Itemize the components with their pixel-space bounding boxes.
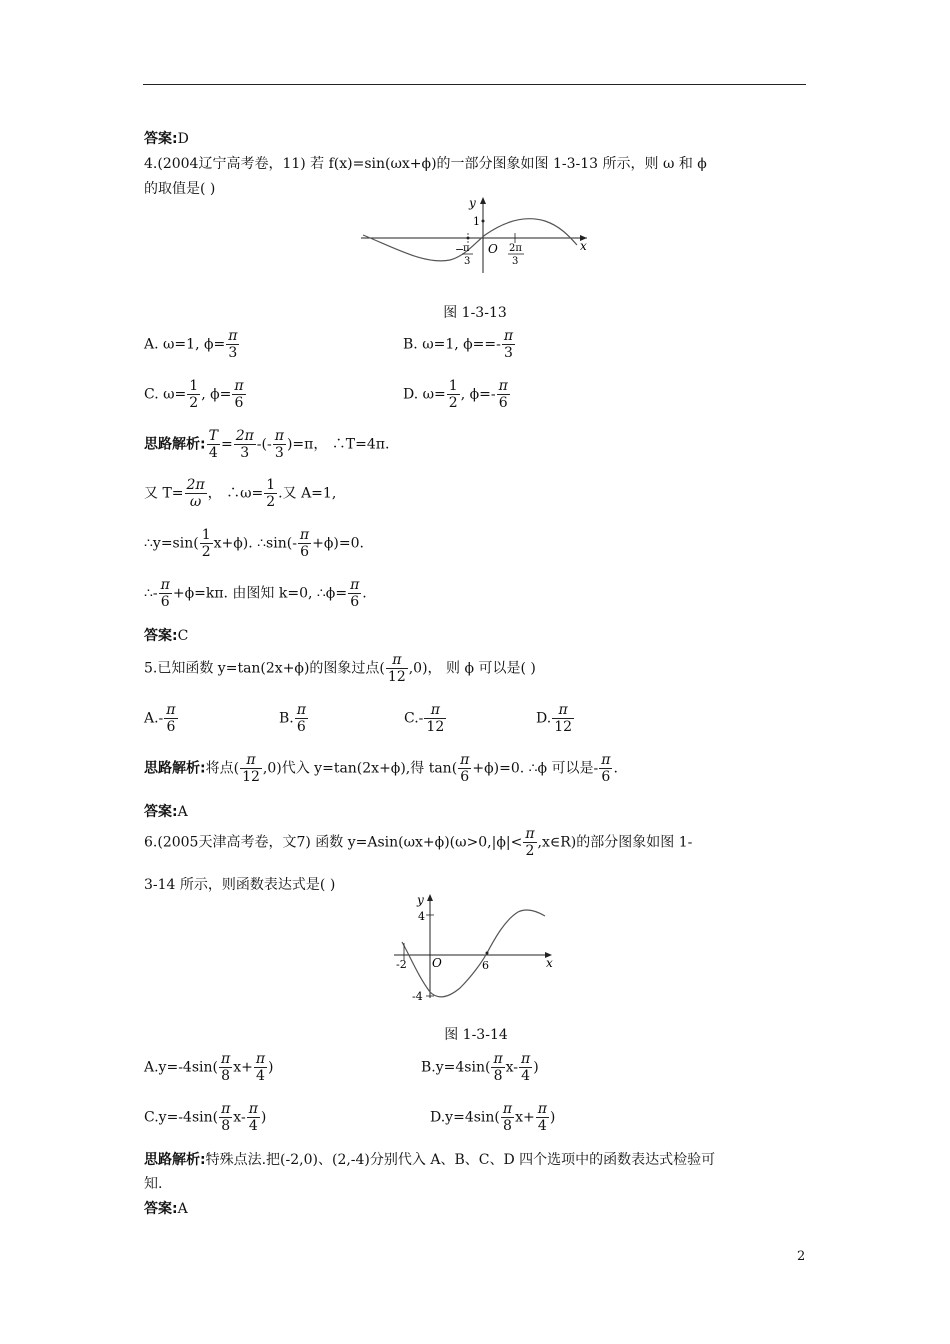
fraction: $\frac{\pi}{8}$ [221,1101,231,1135]
page-number: 2 [797,1249,806,1264]
fraction: $\frac{\pi}{6}$ [166,702,176,736]
q3-answer: D [177,131,189,147]
option-b-text: B. ω=1, ϕ==- [403,336,501,353]
q3-answer-line [144,128,189,148]
q5-option-c: C.- $\frac{\pi}{12}$ [404,702,445,736]
q6-answer-line [144,1198,188,1218]
answer-label: 答案: [144,1201,178,1217]
fraction: $\frac{\pi}{4}$ [255,1051,266,1085]
q4-figure-caption: 图 1-3-13 [443,305,507,321]
y-label: y [417,893,424,907]
q6-option-a: A.y=-4sin( $\frac{\pi}{8}$ x+ $\frac{\pi}{4}$ ) [144,1051,274,1085]
q4-answer: C [177,628,189,644]
fraction: $\frac{\pi}{3}$ [274,428,284,462]
x-label: x [546,956,553,970]
q6-figure-graph [390,890,562,1002]
fraction: $\frac{\pi}{4}$ [537,1101,547,1135]
fraction: $\frac{\pi}{4}$ [248,1101,258,1135]
neg-pi-num: π [463,243,470,254]
q4-figure-graph [355,193,595,275]
neg-four-label: -4 [412,990,423,1002]
fraction: $\frac{1}{2}$ [448,378,458,412]
q5-option-d: D. $\frac{\pi}{12}$ [536,702,573,736]
fraction: $\frac{\pi}{6}$ [498,378,508,412]
one-label: 1 [473,215,480,228]
fraction: $\frac{\pi}{6}$ [460,752,470,786]
fraction: $\frac{\pi}{8}$ [502,1101,513,1135]
point-neg-pi3 [467,237,470,240]
origin-label: O [432,956,442,970]
fraction: $\frac{1}{2}$ [266,477,276,511]
q6-analysis-line2: 知. [144,1176,163,1192]
option-a-text: A. ω=1, ϕ= [144,336,226,353]
q6-option-d: D.y=4sin( $\frac{\pi}{8}$ x+ $\frac{\pi}{4}$ ) [430,1101,556,1135]
fraction: $\frac{\pi}{12}$ [387,652,406,686]
q4-analysis-line2: 又 T= $\frac{2\pi}{\omega}$ ， ∴ω= $\frac{1}{2}$ .又 A=1, [144,477,337,511]
analysis-label: 思路解析: [144,760,206,777]
fraction: $\frac{T}{4}$ [208,428,218,462]
neg-pi-den: 3 [464,256,471,267]
y-axis-arrow [427,894,433,901]
y-label: y [469,196,476,210]
q6-option-b: B.y=4sin( $\frac{\pi}{8}$ x- $\frac{\pi}{4}$ ) [421,1051,539,1085]
six-label: 6 [482,959,489,972]
fraction: $\frac{\pi}{6}$ [350,577,360,611]
answer-label: 答案: [144,804,178,820]
q6-answer: A [177,1201,188,1217]
q4-option-d: D. ω= $\frac{1}{2}$ , ϕ=- $\frac{\pi}{6}$ [403,378,508,412]
fraction: $\frac{\pi}{6}$ [299,527,310,561]
fraction: $\frac{\pi}{2}$ [525,826,535,860]
analysis-label: 思路解析: [144,1152,206,1168]
q6-analysis-line1: 思路解析:特殊点法.把(-2,0)、(2,-4)分别代入 A、B、C、D 四个选项中的函数表达式检验可 [144,1152,716,1168]
q5-stem: 5.已知函数 y=tan(2x+ϕ)的图象过点( $\frac{\pi}{12}$ ,0)， 则 ϕ 可以是( ) [144,652,536,686]
pos-pi-num: 2π [509,243,522,254]
fraction: $\frac{\pi}{8}$ [220,1051,231,1085]
sine-curve [363,219,577,261]
analysis-label: 思路解析: [144,436,206,453]
pos-pi-den: 3 [512,256,519,267]
fraction: $\frac{\pi}{12}$ [242,752,260,786]
fraction: $\frac{\pi}{6}$ [234,378,244,412]
q4-option-c: C. ω= $\frac{1}{2}$ , ϕ= $\frac{\pi}{6}$ [144,378,244,412]
q4-option-b [403,328,516,361]
fraction: $\frac{\pi}{6}$ [296,702,306,736]
q6-figure-caption: 图 1-3-14 [444,1027,508,1043]
fraction: $\frac{\pi}{3}$ [228,328,238,362]
neg-two-label: -2 [396,958,407,971]
q5-option-b: B. $\frac{\pi}{6}$ [279,702,306,736]
fraction: $\frac{\pi}{6}$ [601,752,611,786]
header-rule [143,84,806,85]
q5-answer-line [144,801,188,821]
neg-sign: − [455,243,465,256]
origin-label: O [488,242,498,256]
fraction: $\frac{\pi}{4}$ [521,1051,531,1085]
q6-stem-line1: 6.(2005天津高考卷，文7) 函数 y=Asin(ωx+ϕ)(ω>0,|ϕ|< $\frac{\pi}{2}$ ,x∈R)的部分图象如图 1- [144,826,693,860]
q4-answer-line [144,625,188,645]
q4-option-a [144,328,240,361]
q4-analysis-line1: 思路解析: $\frac{T}{4}$ = $\frac{2\pi}{3}$ -(- $\frac{\pi}{3}$ )=π， ∴T=4π. [144,428,390,462]
fraction: $\frac{\pi}{3}$ [503,328,514,362]
four-label: 4 [418,910,425,923]
q5-option-a: A.- $\frac{\pi}{6}$ [144,702,176,736]
y-axis-arrow [480,197,486,204]
fraction: $\frac{\pi}{8}$ [493,1051,503,1085]
point-y1 [482,220,485,223]
q4-stem-line1: 4.(2004辽宁高考卷，11) 若 f(x)=sin(ωx+ϕ)的一部分图象如图 1-3-13 所示，则 ω 和 ϕ [144,156,707,172]
option-c-text: C. ω= [144,386,187,403]
fraction: $\frac{1}{2}$ [201,527,211,561]
q4-analysis-line4: ∴- $\frac{\pi}{6}$ +ϕ=kπ. 由图知 k=0, ∴ϕ= $\frac{\pi}{6}$ . [144,577,367,611]
answer-label: 答案: [144,131,178,147]
q4-analysis-line3: ∴y=sin( $\frac{1}{2}$ x+ϕ). ∴sin(- $\frac{\pi}{6}$ +ϕ)=0. [144,527,364,561]
fraction: $\frac{2\pi}{3}$ [235,428,254,462]
fraction: $\frac{1}{2}$ [189,378,199,412]
q5-analysis: 思路解析:将点( $\frac{\pi}{12}$ ,0)代入 y=tan(2x+ϕ),得 tan( $\frac{\pi}{6}$ +ϕ)=0. ∴ϕ 可以是- $\frac{\pi}{6}$ . [144,752,618,786]
x-label: x [580,239,587,253]
q6-stem-line2: 3-14 所示，则函数表达式是( ) [144,877,336,893]
fraction: $\frac{\pi}{6}$ [160,577,170,611]
point-six [486,952,489,955]
fraction: $\frac{\pi}{12}$ [554,702,573,736]
answer-label: 答案: [144,628,178,644]
option-d-text: D. ω= [403,386,446,403]
q4-stem-line2: 的取值是( ) [144,181,216,197]
q5-answer: A [177,804,188,820]
q6-option-c: C.y=-4sin( $\frac{\pi}{8}$ x- $\frac{\pi}{4}$ ) [144,1101,267,1135]
fraction: $\frac{2\pi}{\omega}$ [186,477,205,511]
fraction: $\frac{\pi}{12}$ [426,702,445,736]
